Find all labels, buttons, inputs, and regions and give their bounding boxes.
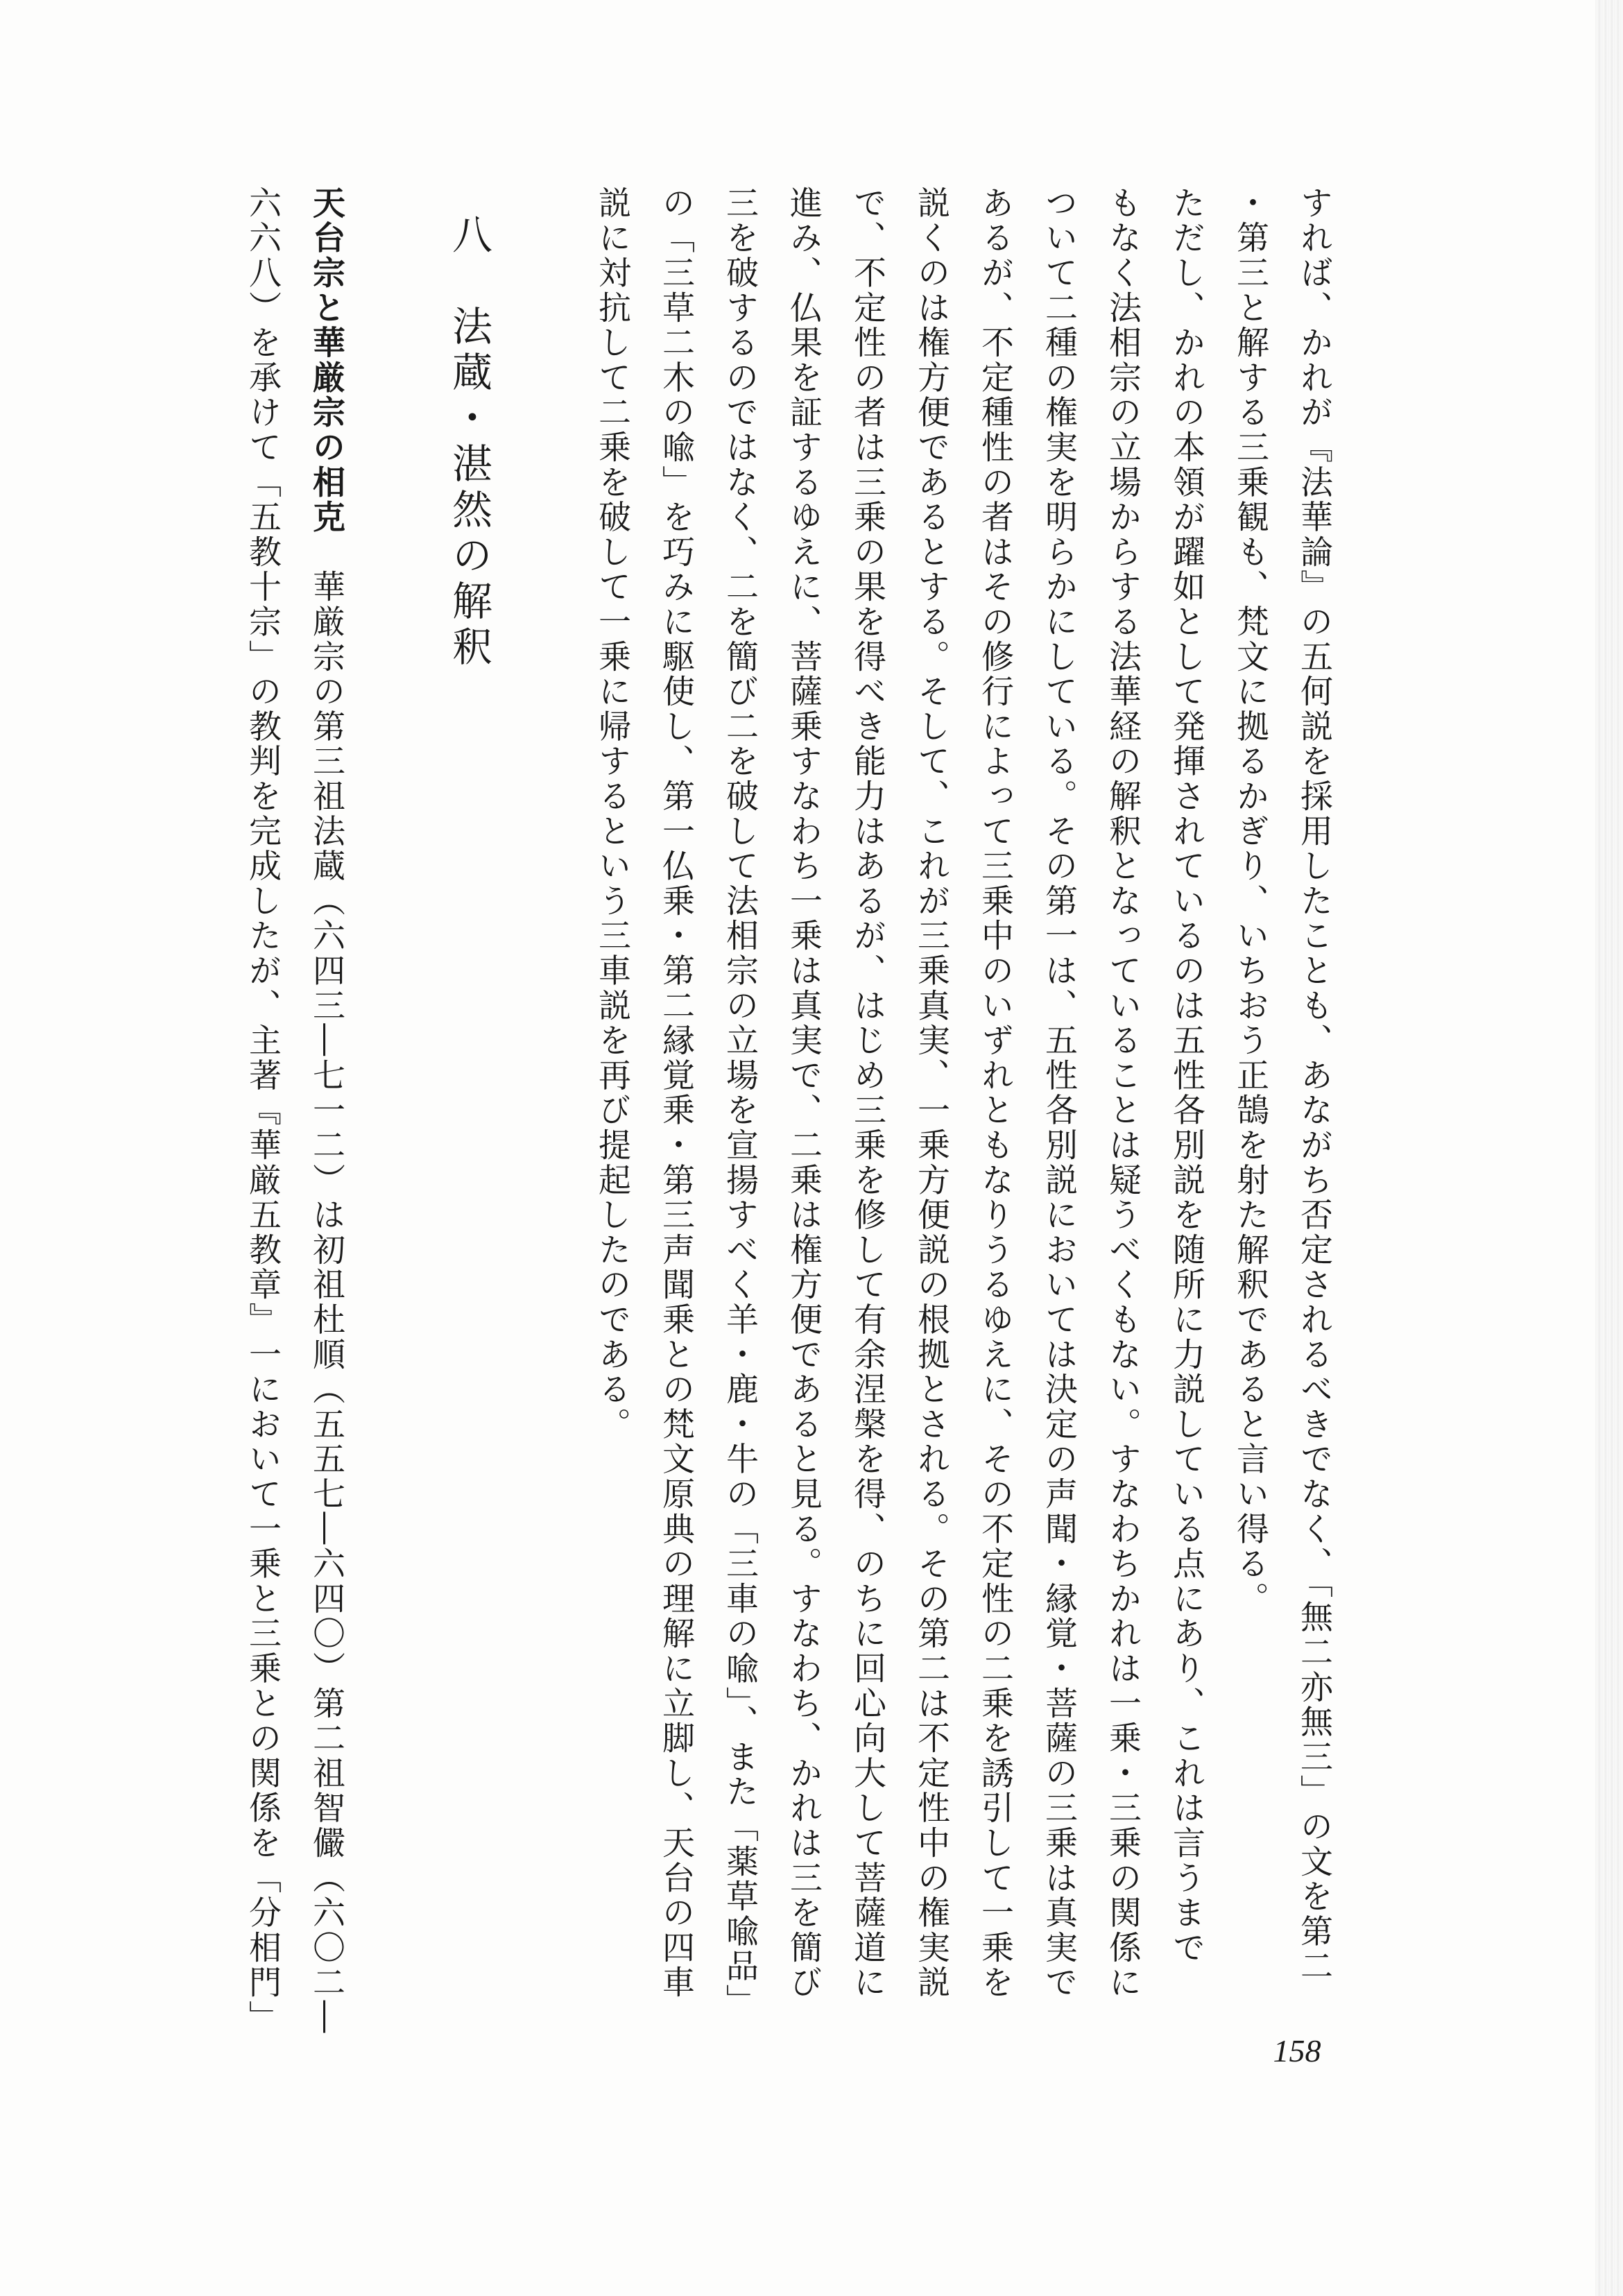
body-line-3: ただし、かれの本領が躍如として発揮されているのは五性各別説を随所に力説している点にあり、これは言うまで [1167, 186, 1205, 1966]
body-line-13 [294, 186, 358, 2035]
body-line-13-text: 華厳宗の第三祖法蔵（六四三―七一二）は初祖杜順（五五七―六四〇）第二祖智儼（六〇二― [307, 569, 345, 2035]
body-line-2: ・第三と解する三乗観も、梵文に拠るかぎり、いちおう正鵠を射た解釈であると言い得る。 [1231, 186, 1269, 1617]
body-line-4: もなく法相宗の立場からする法華経の解釈となっていることは疑うべくもない。すなわちかれは一乗・三乗の関係に [1104, 186, 1142, 2001]
body-line-11: の「三草二木の喩」を巧みに駆使し、第一仏乗・第二縁覚乗・第三声聞乗との梵文原典の理解に立脚し、天台の四車 [657, 186, 695, 2001]
section-number: 八 [445, 214, 492, 259]
vertical-text-body [230, 186, 1346, 2035]
section-spacer [510, 186, 580, 2003]
body-line-14: 六六八）を承けて「五教十宗」の教判を完成したが、主著『華厳五教章』一において一乗と三乗との関係を「分相門」 [243, 186, 282, 2035]
body-line-12: 説に対抗して二乗を破して一乗に帰するという三車説を再び提起したのである。 [593, 186, 631, 1442]
subheading: 天台宗と華厳宗の相克 [307, 186, 345, 535]
section-title: 法蔵・湛然の解釈 [445, 305, 492, 671]
body-line-6: あるが、不定種性の者はその修行によって三乗中のいずれともなりうるゆえに、その不定性の二乗を誘引して一乗を [976, 186, 1014, 2001]
body-line-1: すれば、かれが『法華論』の五何説を採用したことも、あながち否定されるべきでなく、「無二亦無三」の文を第二 [1295, 186, 1333, 1985]
body-line-7: 説くのは権方便であるとする。そして、これが三乗真実、一乗方便説の根拠とされる。その第二は不定性中の権実説 [912, 186, 950, 2001]
body-line-10: 三を破するのではなく、二を簡び二を破して法相宗の立場を宣揚すべく羊・鹿・牛の「三車の喩」、また「薬草喩品」 [721, 186, 759, 2019]
section-spacer-2 [358, 186, 427, 2003]
section-heading [427, 186, 510, 2003]
body-line-5: ついて二種の権実を明らかにしている。その第一は、五性各別説においては決定の声聞・縁覚・菩薩の三乗は真実で [1040, 186, 1078, 2001]
scan-edge [1595, 0, 1623, 2296]
body-line-9: 進み、仏果を証するゆえに、菩薩乗すなわち一乗は真実で、二乗は権方便であると見る。すなわち、かれは三を簡び [784, 186, 823, 2001]
page-number: 158 [1273, 2033, 1321, 2068]
body-line-8: で、不定性の者は三乗の果を得べき能力はあるが、はじめ三乗を修して有余涅槃を得、のちに回心向大して菩薩道に [848, 186, 886, 2001]
